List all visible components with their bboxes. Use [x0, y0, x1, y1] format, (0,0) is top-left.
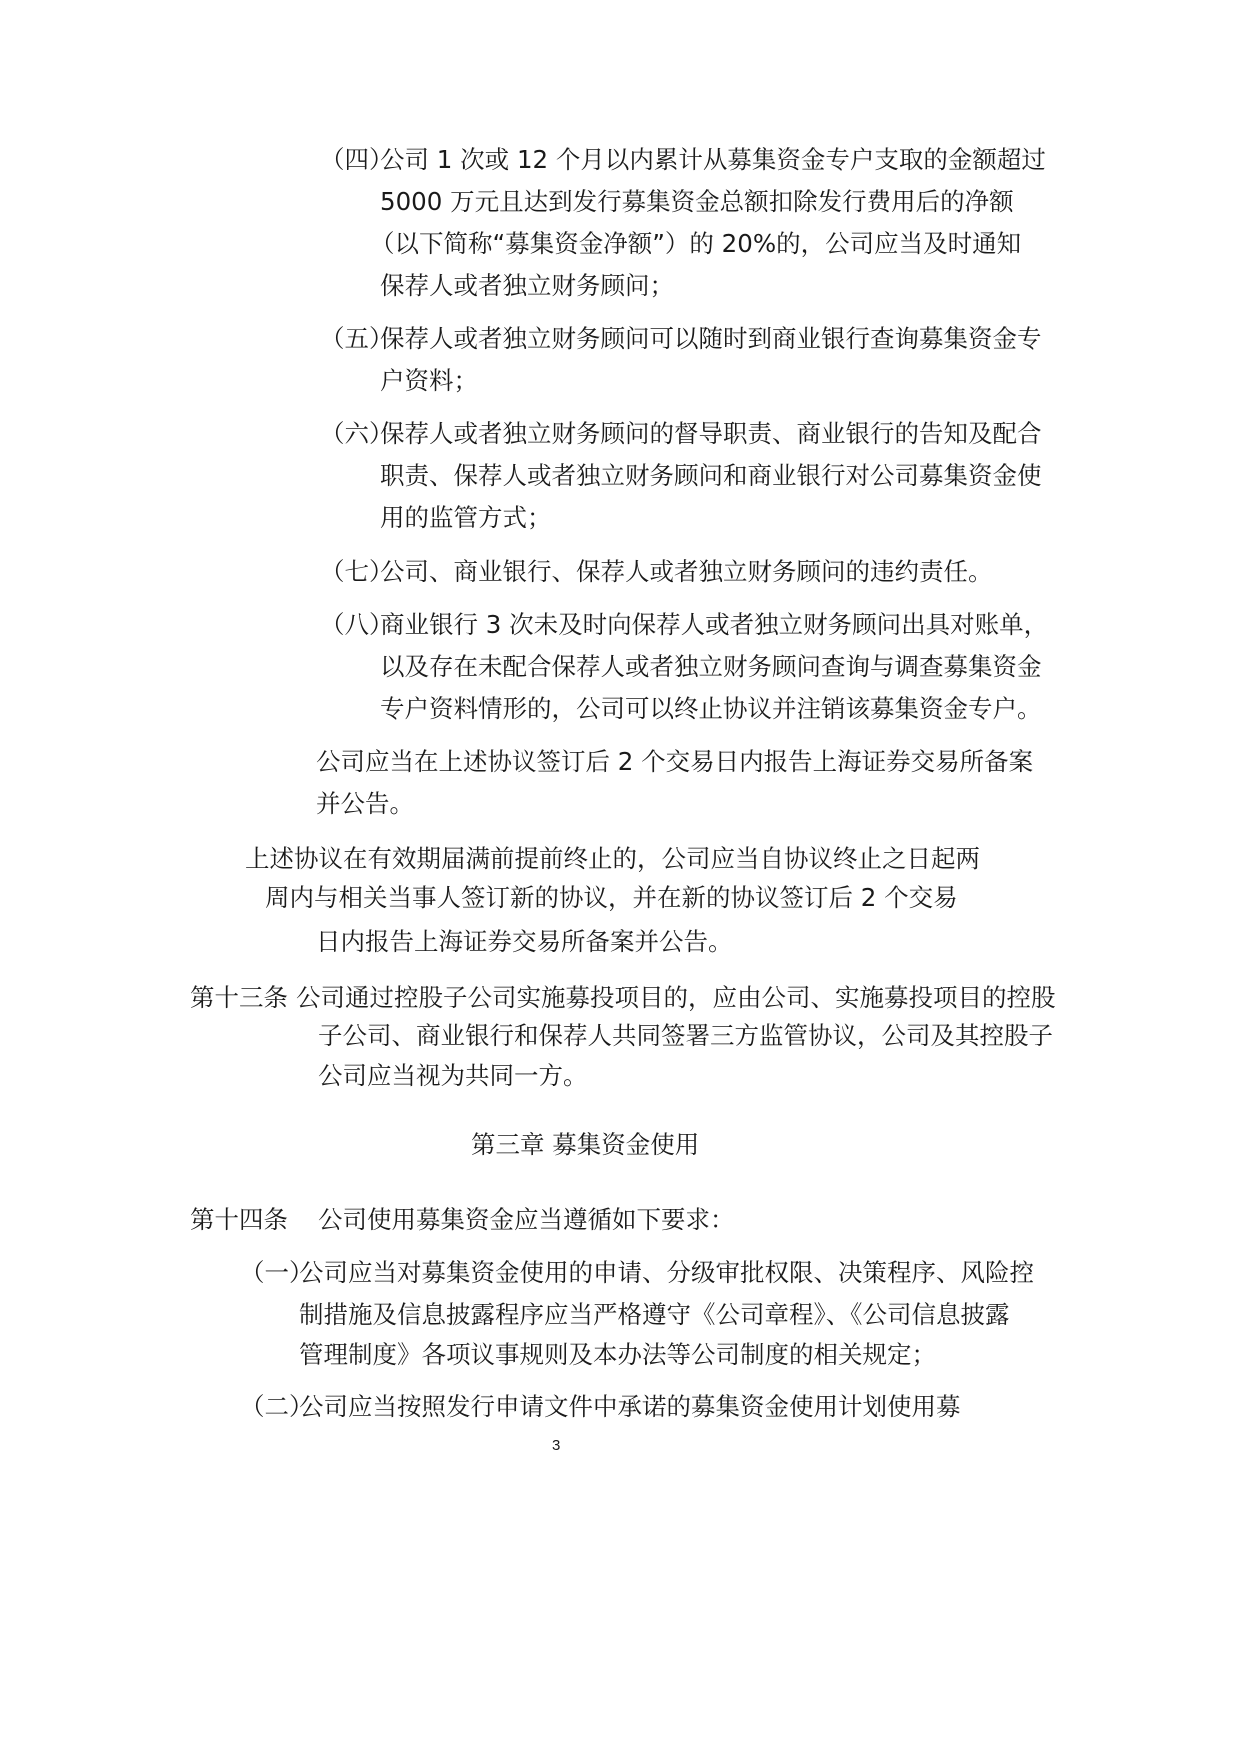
termination-paragraph-line-1: 上述协议在有效期届满前提前终止的，公司应当自协议终止之日起两 — [245, 844, 980, 873]
item-label-8: （八） — [320, 610, 394, 639]
termination-paragraph-line-2: 周内与相关当事人签订新的协议，并在新的协议签订后 2 个交易 — [265, 883, 958, 912]
termination-paragraph-line-3: 日内报告上海证券交易所备案并公告。 — [316, 927, 733, 956]
item-6-line-1: 保荐人或者独立财务顾问的督导职责、商业银行的告知及配合 — [380, 419, 1042, 448]
article-13-line-2: 子公司、商业银行和保荐人共同签署三方监管协议，公司及其控股子 — [318, 1021, 1053, 1050]
article-13-line-3: 公司应当视为共同一方。 — [318, 1061, 588, 1090]
chapter-title: 第三章 募集资金使用 — [471, 1130, 700, 1159]
item-label-6: （六） — [320, 419, 394, 448]
item-8-line-3: 专户资料情形的，公司可以终止协议并注销该募集资金专户。 — [380, 694, 1042, 723]
item-4-line-4: 保荐人或者独立财务顾问； — [380, 271, 674, 300]
item-5-line-2: 户资料； — [380, 366, 478, 395]
article-14-label: 第十四条 — [190, 1205, 288, 1234]
item-4-line-2: 5000 万元且达到发行募集资金总额扣除发行费用后的净额 — [380, 187, 1014, 216]
item-6-line-3: 用的监管方式； — [380, 503, 552, 532]
report-paragraph-line-1: 公司应当在上述协议签订后 2 个交易日内报告上海证券交易所备案 — [316, 747, 1034, 776]
item-6-line-2: 职责、保荐人或者独立财务顾问和商业银行对公司募集资金使 — [380, 461, 1042, 490]
item-4-line-1: 公司 1 次或 12 个月以内累计从募集资金专户支取的金额超过 — [380, 145, 1046, 174]
item-label-1: （一） — [240, 1258, 314, 1287]
item-1-line-2: 制措施及信息披露程序应当严格遵守《公司章程》、《公司信息披露 — [299, 1300, 1010, 1329]
item-5-line-1: 保荐人或者独立财务顾问可以随时到商业银行查询募集资金专 — [380, 324, 1042, 353]
item-1-line-1: 公司应当对募集资金使用的申请、分级审批权限、决策程序、风险控 — [299, 1258, 1034, 1287]
article-13-label: 第十三条 — [190, 983, 288, 1012]
item-label-2: （二） — [240, 1392, 314, 1421]
article-13-line-1: 公司通过控股子公司实施募投项目的，应由公司、实施募投项目的控股 — [296, 983, 1056, 1012]
item-8-line-2: 以及存在未配合保荐人或者独立财务顾问查询与调查募集资金 — [380, 652, 1042, 681]
item-2-line-1: 公司应当按照发行申请文件中承诺的募集资金使用计划使用募 — [299, 1392, 961, 1421]
item-label-7: （七） — [320, 557, 394, 586]
item-label-4: （四） — [320, 145, 394, 174]
item-1-line-3: 管理制度》各项议事规则及本办法等公司制度的相关规定； — [299, 1340, 936, 1369]
article-14-text: 公司使用募集资金应当遵循如下要求： — [318, 1205, 735, 1234]
item-8-line-1: 商业银行 3 次未及时向保荐人或者独立财务顾问出具对账单， — [380, 610, 1049, 639]
page-number: 3 — [552, 1437, 561, 1454]
item-label-5: （五） — [320, 324, 394, 353]
report-paragraph-line-2: 并公告。 — [316, 789, 414, 818]
item-4-line-3: （以下简称“募集资金净额”）的 20%的，公司应当及时通知 — [370, 229, 1022, 258]
item-7-line-1: 公司、商业银行、保荐人或者独立财务顾问的违约责任。 — [380, 557, 993, 586]
